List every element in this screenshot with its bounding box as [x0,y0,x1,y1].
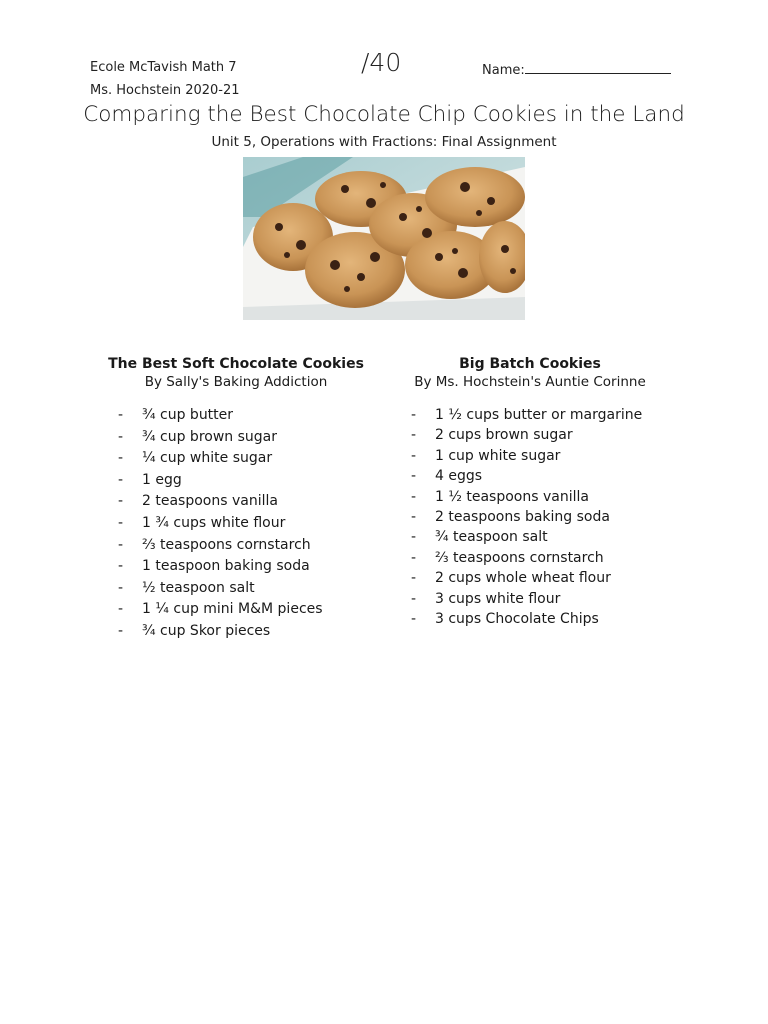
list-item [411,527,642,547]
list-bullet: - [118,622,124,639]
recipe-2-title: Big Batch Cookies [459,356,601,372]
ingredient-text: 4 eggs [435,468,483,485]
name-field [482,60,671,78]
list-bullet: - [118,428,124,445]
list-item [118,599,323,621]
ingredient-text: 2 teaspoons vanilla [142,493,278,510]
ingredient-text: ⅔ teaspoons cornstarch [142,536,311,553]
list-item [411,589,642,609]
list-item [118,405,323,427]
list-item [411,425,642,445]
ingredient-text: ¾ cup Skor pieces [142,622,271,639]
list-item [411,405,642,425]
list-bullet: - [118,579,124,596]
list-bullet: - [411,488,417,505]
ingredient-text: 2 cups brown sugar [435,427,573,444]
list-item [118,535,323,557]
list-item [411,548,642,568]
ingredient-text: 3 cups white flour [435,590,561,607]
page-title: Comparing the Best Chocolate Chip Cookies in the Land [83,102,685,127]
ingredient-text: 1 ¾ cups white flour [142,514,286,531]
name-label: Name: [482,63,525,78]
list-bullet: - [118,493,124,510]
list-item [411,487,642,507]
list-item [118,427,323,449]
list-bullet: - [411,529,417,546]
list-bullet: - [411,407,417,423]
recipe-2-byline: By Ms. Hochstein's Auntie Corinne [414,374,646,390]
list-item [118,556,323,578]
teacher-year-label: Ms. Hochstein 2020-21 [90,83,240,98]
page-subtitle: Unit 5, Operations with Fractions: Final Assignment [211,134,557,150]
ingredient-text: 1 ½ cups butter or margarine [435,407,643,423]
list-bullet: - [411,549,417,566]
recipe-2-ingredient-list [411,405,642,629]
list-bullet: - [411,610,417,627]
list-bullet: - [411,468,417,485]
list-bullet: - [118,471,124,488]
list-item [118,491,323,513]
ingredient-text: 1 teaspoon baking soda [142,558,310,575]
list-bullet: - [118,558,124,575]
list-bullet: - [411,427,417,444]
name-blank-line [525,60,671,74]
list-item [118,578,323,600]
ingredient-text: 1 egg [142,471,182,488]
list-item [411,446,642,466]
cookies-photo [243,157,525,320]
ingredient-text: 2 teaspoons baking soda [435,508,610,525]
recipe-1-byline: By Sally's Baking Addiction [144,374,328,390]
ingredient-text: ¾ teaspoon salt [435,529,548,546]
list-bullet: - [118,450,124,467]
list-item [411,568,642,588]
list-item [118,448,323,470]
list-item [118,513,323,535]
recipe-1-title: The Best Soft Chocolate Cookies [108,356,364,372]
list-bullet: - [118,407,124,423]
school-course-label: Ecole McTavish Math 7 [90,60,237,75]
ingredient-text: 1 ¼ cup mini M&M pieces [142,601,323,618]
ingredient-text: ¾ cup butter [142,407,234,423]
ingredient-text: ⅔ teaspoons cornstarch [435,549,604,566]
ingredient-text: ¼ cup white sugar [142,450,273,467]
list-item [118,470,323,492]
list-bullet: - [411,570,417,587]
list-item [118,621,323,643]
list-bullet: - [118,536,124,553]
list-item [411,609,642,629]
ingredient-text: ½ teaspoon salt [142,579,255,596]
list-bullet: - [118,514,124,531]
ingredient-text: 2 cups whole wheat flour [435,570,611,587]
list-bullet: - [118,601,124,618]
score-total: /40 [361,48,402,77]
list-item [411,466,642,486]
list-bullet: - [411,508,417,525]
ingredient-text: 1 ½ teaspoons vanilla [435,488,589,505]
recipe-1-ingredient-list [118,405,323,643]
list-bullet: - [411,590,417,607]
list-item [411,507,642,527]
ingredient-text: 1 cup white sugar [435,447,561,464]
list-bullet: - [411,447,417,464]
ingredient-text: 3 cups Chocolate Chips [435,610,599,627]
ingredient-text: ¾ cup brown sugar [142,428,277,445]
